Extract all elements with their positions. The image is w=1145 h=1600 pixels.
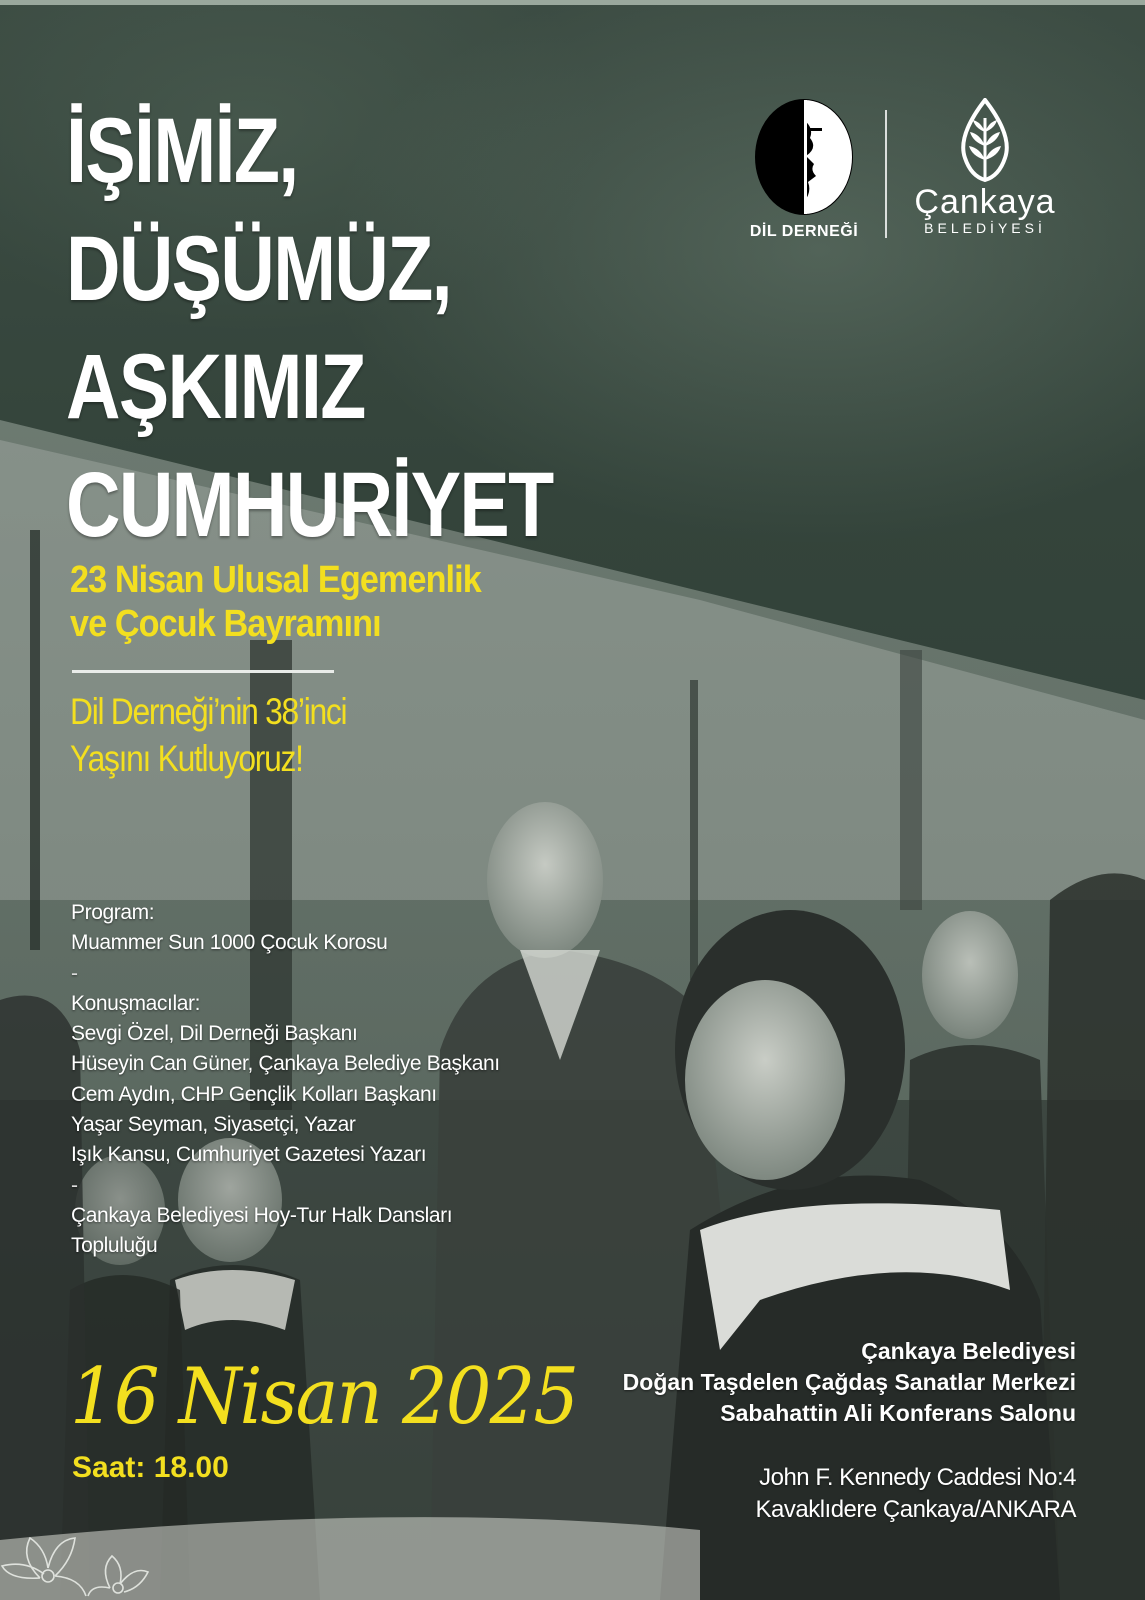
cankaya-belediyesi-logo bbox=[905, 98, 1065, 248]
subtitle-holiday-line-2: ve Çocuk Bayramını bbox=[70, 603, 381, 645]
subtitle-anniversary-line-1: Dil Derneği’nin 38’inci bbox=[70, 691, 347, 732]
headline-line-1: İŞİMİZ, bbox=[66, 100, 298, 202]
headline-line-4: CUMHURİYET bbox=[66, 454, 553, 556]
speaker-item: Işık Kansu, Cumhuriyet Gazetesi Yazarı bbox=[71, 1143, 427, 1167]
headline-line-2: DÜŞÜMÜZ, bbox=[66, 218, 452, 320]
leaf-icon bbox=[955, 98, 1015, 182]
program-heading: Program: bbox=[71, 901, 155, 924]
headline-line-3: AŞKIMIZ bbox=[66, 336, 365, 438]
belediyesi-wordmark: BELEDİYESİ bbox=[924, 220, 1046, 236]
event-time: Saat: 18.00 bbox=[72, 1451, 229, 1484]
program-item: Topluluğu bbox=[71, 1234, 158, 1258]
cankaya-wordmark: Çankaya bbox=[914, 183, 1056, 221]
subtitle-holiday-line-1: 23 Nisan Ulusal Egemenlik bbox=[70, 559, 481, 601]
dil-dernegi-logo bbox=[744, 98, 864, 248]
dil-dernegi-wordmark: DİL DERNEĞİ bbox=[749, 223, 859, 240]
address-line-2: Kavaklıdere Çankaya/ANKARA bbox=[755, 1496, 1076, 1523]
program-separator: - bbox=[71, 1173, 78, 1197]
venue-line-2: Doğan Taşdelen Çağdaş Sanatlar Merkezi bbox=[622, 1369, 1076, 1395]
subtitle-holiday bbox=[70, 558, 574, 646]
speaker-item: Hüseyin Can Güner, Çankaya Belediye Başkanı bbox=[71, 1052, 500, 1076]
speaker-item: Cem Aydın, CHP Gençlik Kolları Başkanı bbox=[71, 1082, 437, 1106]
face-profile-icon bbox=[754, 98, 854, 216]
subtitle-anniversary bbox=[70, 688, 552, 782]
headline bbox=[66, 92, 626, 564]
program-list bbox=[71, 898, 631, 1262]
venue-line-3: Sabahattin Ali Konferans Salonu bbox=[720, 1400, 1076, 1426]
program-item: Muammer Sun 1000 Çocuk Korosu bbox=[71, 931, 388, 955]
flower-decoration-icon bbox=[0, 1518, 200, 1600]
program-separator: - bbox=[71, 961, 78, 985]
address-line-1: John F. Kennedy Caddesi No:4 bbox=[759, 1464, 1076, 1491]
speakers-heading: Konuşmacılar: bbox=[71, 991, 201, 1015]
speaker-item: Yaşar Seyman, Siyasetçi, Yazar bbox=[71, 1113, 356, 1137]
divider-line bbox=[72, 670, 334, 673]
logo-divider bbox=[885, 110, 887, 238]
venue bbox=[623, 1336, 1076, 1429]
speaker-item: Sevgi Özel, Dil Derneği Başkanı bbox=[71, 1022, 358, 1046]
event-date: 16 Nisan 2025 bbox=[70, 1352, 578, 1442]
venue-line-1: Çankaya Belediyesi bbox=[861, 1338, 1076, 1364]
address bbox=[756, 1462, 1077, 1526]
subtitle-anniversary-line-2: Yaşını Kutluyoruz! bbox=[70, 738, 303, 779]
program-item: Çankaya Belediyesi Hoy-Tur Halk Dansları bbox=[71, 1203, 453, 1227]
